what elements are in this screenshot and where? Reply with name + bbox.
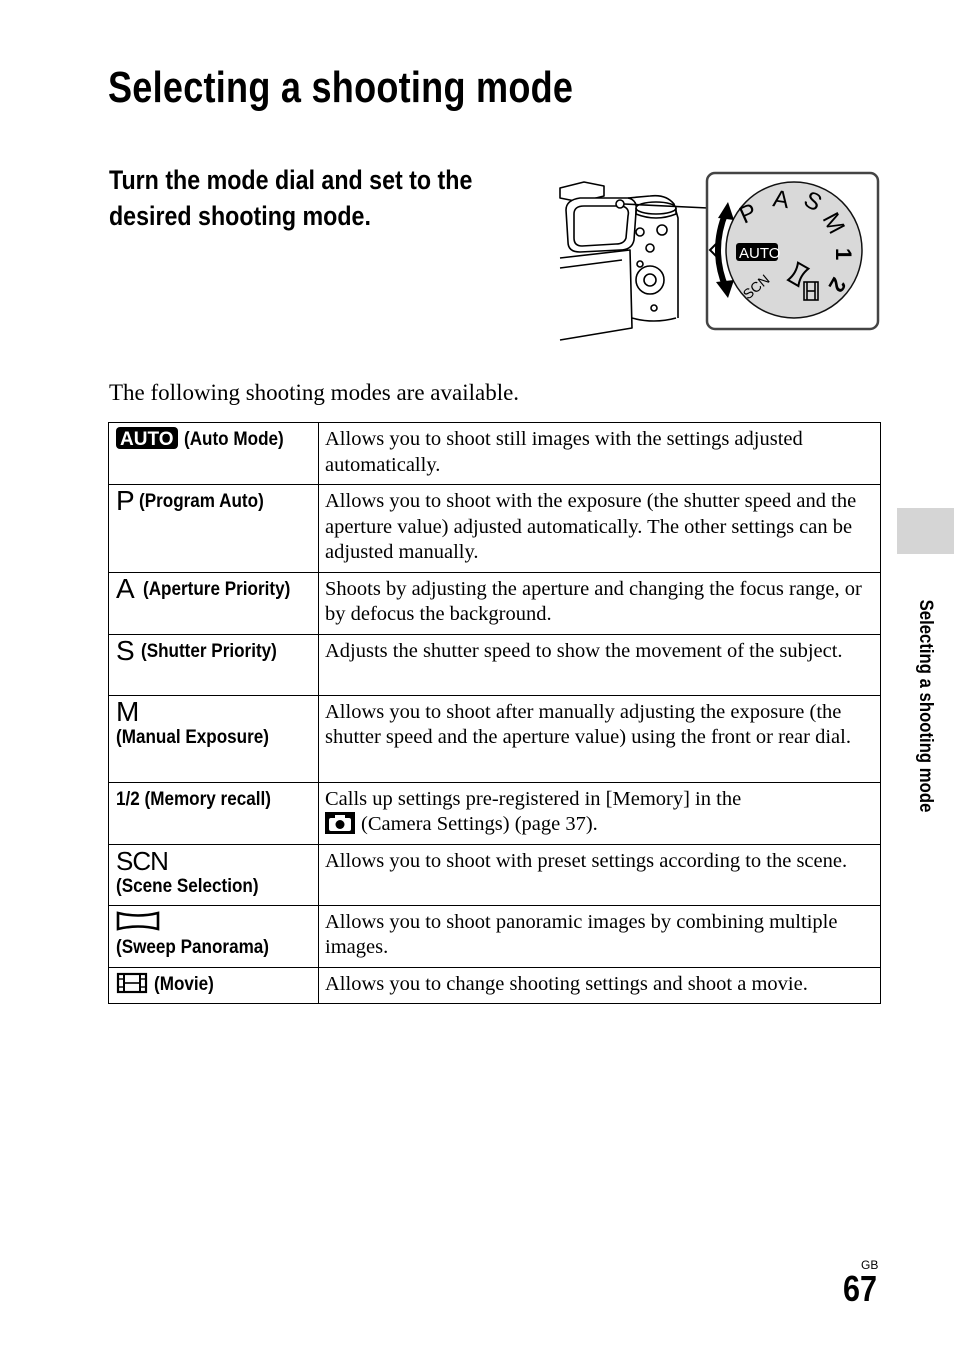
mode-label: (Sweep Panorama) (116, 936, 269, 958)
intro-text: The following shooting modes are available. (109, 380, 520, 405)
mode-cell (109, 423, 319, 485)
mode-label: (Scene Selection) (116, 875, 259, 897)
dial-label-2: 2 (823, 273, 852, 297)
mode-cell (109, 905, 319, 967)
mode-cell (109, 572, 319, 634)
mode-description: Adjusts the shutter speed to show the movement of the subject. (319, 634, 881, 695)
mode-description (319, 782, 881, 844)
panorama-icon (116, 910, 160, 932)
mode-label: 1/2 (Memory recall) (116, 788, 271, 810)
mode-dial-illustration (558, 168, 882, 348)
mode-description: Allows you to shoot panoramic images by combining multiple images. (319, 905, 881, 967)
dial-label-m: M (816, 208, 850, 239)
shooting-mode-table (108, 422, 881, 1004)
side-section-label: Selecting a shooting mode (915, 599, 936, 813)
mode-description: Allows you to change shooting settings and shoot a movie. (319, 967, 881, 1004)
mode-cell (109, 782, 319, 844)
dial-label-a: A (771, 185, 791, 215)
svg-text:AUTO: AUTO (120, 429, 174, 449)
scene-mode-icon: SCN (116, 845, 168, 876)
dial-auto-label: AUTO (739, 245, 781, 262)
page-title: Selecting a shooting mode (108, 63, 574, 112)
camera-settings-icon (325, 812, 355, 834)
page-number: 67 (843, 1268, 878, 1309)
memory-description-part-1: Calls up settings pre-registered in [Memory] in the (325, 787, 742, 810)
table-row (109, 485, 881, 573)
mode-label: (Aperture Priority) (142, 578, 290, 600)
mode-cell (109, 844, 319, 905)
mode-label: (Movie) (154, 973, 214, 995)
mode-cell (109, 695, 319, 782)
mode-cell (109, 634, 319, 695)
program-mode-icon: P (116, 485, 135, 516)
mode-description: Allows you to shoot with preset settings according to the scene. (319, 844, 881, 905)
table-row (109, 844, 881, 905)
table-row (109, 782, 881, 844)
dial-label-s: S (799, 185, 827, 218)
auto-mode-icon (116, 427, 178, 449)
table-row (109, 695, 881, 782)
table-row (109, 423, 881, 485)
mode-label: (Shutter Priority) (140, 640, 277, 662)
mode-label: (Manual Exposure) (116, 726, 269, 748)
memory-description-part-2: (Camera Settings) (page 37). (361, 813, 598, 835)
mode-description: Allows you to shoot still images with the settings adjusted automatically. (319, 423, 881, 485)
table-row (109, 634, 881, 695)
mode-cell (109, 967, 319, 1004)
mode-label: (Auto Mode) (184, 429, 284, 450)
manual-mode-icon: M (116, 695, 140, 727)
section-tab-marker (897, 508, 954, 554)
movie-icon (116, 972, 148, 994)
mode-cell (109, 485, 319, 573)
mode-description: Shoots by adjusting the aperture and changing the focus range, or by defocus the background. (319, 572, 881, 634)
dial-label-p: P (735, 198, 762, 230)
region-code: GB (861, 1258, 879, 1272)
aperture-mode-icon: A (116, 572, 135, 604)
mode-label: (Program Auto) (138, 491, 264, 512)
step-heading: Turn the mode dial and set to the desired shooting mode. (109, 165, 473, 231)
mode-description: Allows you to shoot after manually adjusting the exposure (the shutter speed and the aperture value) using the front or rear dial. (319, 695, 881, 782)
camera-body-drawing (560, 182, 708, 340)
shutter-mode-icon: S (116, 634, 135, 666)
dial-label-1: 1 (831, 248, 856, 261)
mode-description: Allows you to shoot with the exposure (the shutter speed and the aperture value) adjusted automatically. The other settings can be adjusted manually. (319, 485, 881, 573)
dial-label-scn: SCN (739, 271, 773, 303)
table-row (109, 905, 881, 967)
table-row (109, 967, 881, 1004)
table-row (109, 572, 881, 634)
